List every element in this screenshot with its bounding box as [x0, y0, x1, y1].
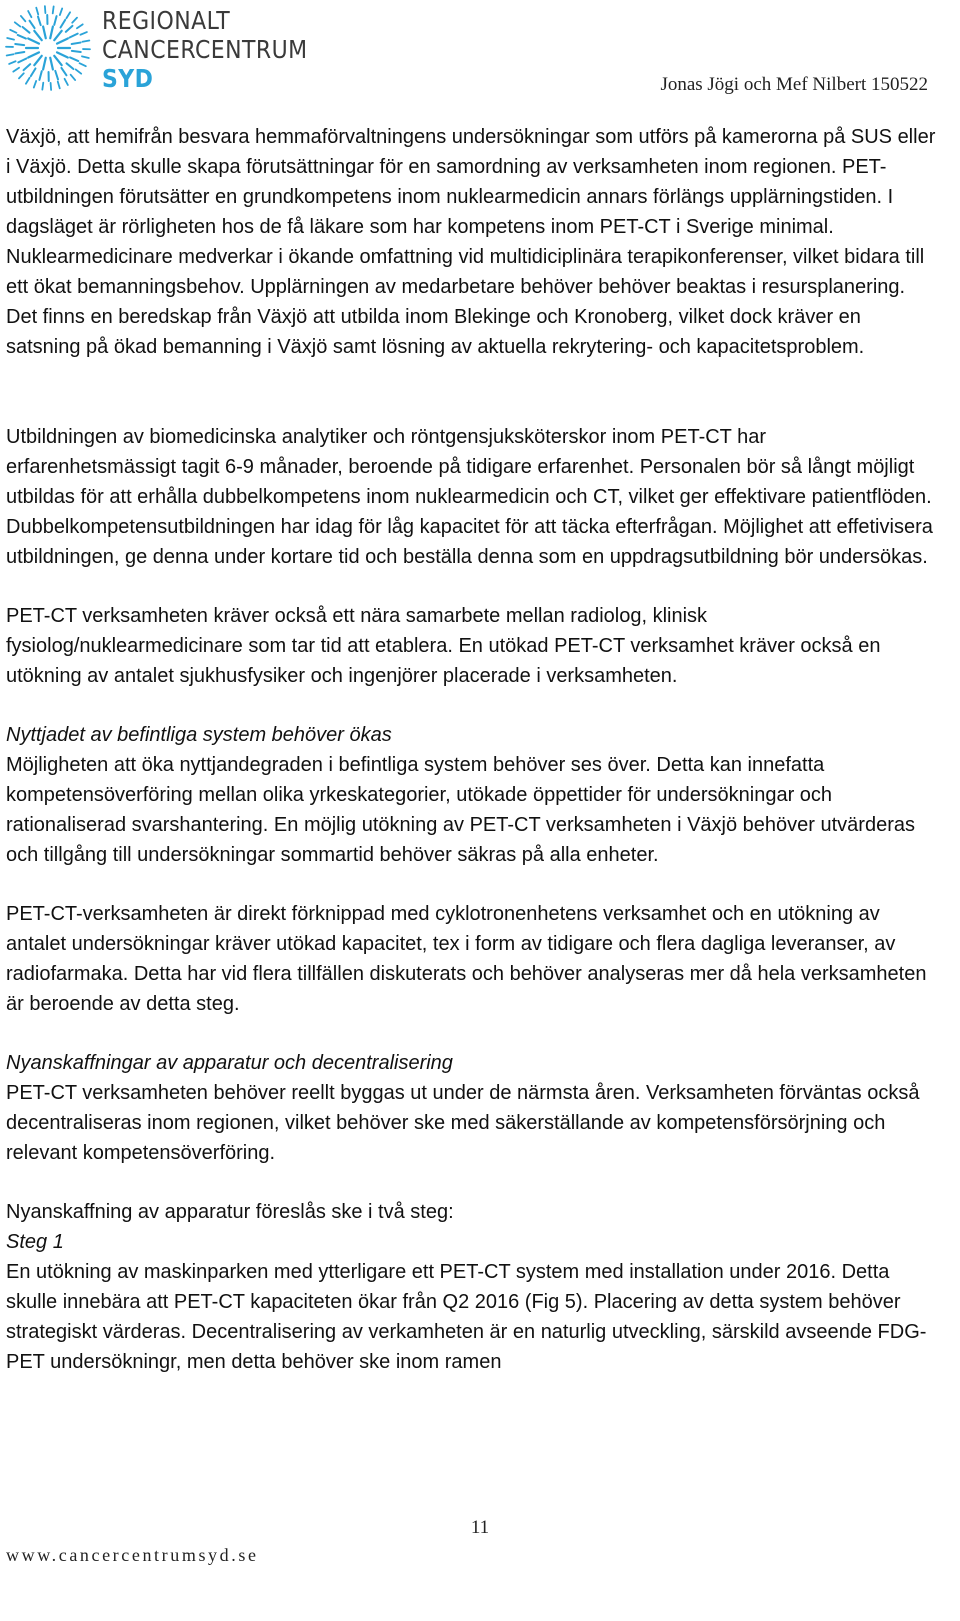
logo-ray	[71, 75, 76, 80]
logo-ray	[66, 12, 70, 18]
logo-ray	[50, 58, 53, 70]
header-author-date: Jonas Jögi och Mef Nilbert 150522	[660, 74, 928, 95]
paragraph: Möjligheten att öka nyttjandegraden i befintliga system behöver ses över. Detta kan innefatta kompetensöverföring mellan olika yrkeskategorier, utökade öppettider för undersökningar och rationaliserad svarshantering. En möjlig utökning av PET-CT verksamheten i Växjö behöver utvärderas och tillgång till undersökningar sommartid behöver säkras på alla enheter.	[6, 754, 915, 866]
logo-ray	[66, 26, 73, 32]
logo-ray	[66, 63, 73, 69]
logo-ray	[34, 56, 41, 65]
logo-ray	[13, 68, 19, 72]
logo-ray	[21, 16, 26, 21]
logo-ray	[9, 61, 15, 64]
logo-ray	[30, 21, 35, 28]
logo-ray	[34, 81, 36, 88]
logo-ray	[43, 58, 46, 70]
logo-ray	[31, 68, 36, 76]
logo-ray	[28, 52, 39, 57]
logo-ray	[82, 56, 89, 58]
paragraph: En utökning av maskinparken med ytterligare ett PET-CT system med installation under 2016. Detta skulle innebära att PET-CT kapaciteten ökar från Q2 2016 (Fig 5). Placering av detta system behöver strategiskt värderas. Decentralisering av verkamheten är en naturlig utveckling, särskild avseende FDG-PET undersökningr, men detta behöver ske inom ramen	[6, 1261, 927, 1373]
page-header	[0, 0, 960, 110]
logo-ray	[36, 8, 38, 15]
logo-ray	[58, 82, 60, 89]
logo-ray	[7, 54, 14, 55]
logo-ray	[26, 78, 30, 84]
logo-ray	[34, 31, 41, 40]
logo-ray	[19, 73, 24, 78]
logo-wordmark	[102, 6, 308, 93]
paragraph: Växjö, att hemifrån besvara hemmaförvaltningens undersökningar som utförs på kamerorna på SUS eller i Växjö. Detta skulle skapa förutsättningar för en samordning av verksamheten inom regionen. PET-utbildningen förutsätter en grundkompetens inom nuklearmedicin annars förlängs upplärningstiden. I dagsläget är rörligheten hos de få läkare som har kompetens inom PET-CT i Sverige minimal. Nuklearmedicinare medverkar i ökande omfattning vid multidiciplinära terapikonferenser, vilket bidara till ett ökat bemanningsbehov. Upplärningen av medarbetare behöver behöver beaktas i resursplanering. Det finns en beredskap från Växjö att utbilda inom Blekinge och Kronoberg, vilket dock kräver en satsning på ökad bemanning i Växjö samt lösning av aktuella rekrytering- och kapacitetsproblem.	[6, 126, 936, 358]
logo-ray	[61, 68, 66, 75]
logo-ray	[80, 63, 86, 66]
paragraph: Utbildningen av biomedicinska analytiker och röntgensjuksköterskor inom PET-CT har erfarenhetsmässigt tagit 6-9 månader, beroende på tidigare erfarenhet. Personalen bör så långt möjligt utbildas för att erhålla dubbelkompetens inom nuklearmedicin och CT, vilket ger effektivare patientflöden. Dubbelkompetensutbildningen har idag för låg kapacitet för att täcka efterfrågan. Möjlighet att effetivisera utbildningen, ge denna under kortare tid och beställa denna som en uppdragsutbildning bör undersökas.	[6, 426, 933, 568]
logo-ray	[57, 38, 68, 43]
logo-ray	[60, 8, 62, 15]
logo-line-regionalt: REGIONALT	[102, 6, 231, 35]
logo-ray	[18, 58, 26, 62]
logo-ray	[57, 52, 68, 57]
logo-ray	[76, 69, 82, 73]
logo-ray	[54, 31, 61, 40]
logo-line-cancercentrum: CANCERCENTRUM	[102, 35, 308, 64]
logo-ray	[15, 52, 24, 53]
paragraph: PET-CT-verksamheten är direkt förknippad med cyklotronenhetens verksamhet och en utökning av antalet undersökningar kräver utökad kapacitet, tex i form av tidigare och flera dagliga leveranser, av radiofarmaka. Detta har vid flera tillfällen diskuterats och behöver analyseras mer då hela verksamheten är beroende av detta steg.	[6, 903, 927, 1015]
logo-ray	[65, 79, 68, 85]
paragraph: Nyanskaffning av apparatur föreslås ske i två steg:	[6, 1201, 454, 1223]
logo-ray	[15, 44, 24, 45]
footer-url: www.cancercentrumsyd.se	[6, 1545, 259, 1565]
logo-ray	[51, 83, 52, 90]
section-heading: Nyttjadet av befintliga system behöver ökas	[6, 724, 392, 746]
logo-ray	[45, 6, 46, 13]
logo-ray	[50, 27, 53, 39]
logo-ray	[39, 71, 41, 80]
logo-ray	[72, 43, 81, 44]
logo-ray	[42, 83, 43, 90]
logo-ray	[24, 64, 31, 70]
logo-ray	[18, 35, 26, 39]
logo-ray	[43, 27, 46, 39]
logo-line-syd: SYD	[102, 64, 154, 93]
logo-ray	[70, 57, 78, 61]
logo-ray	[77, 24, 83, 28]
logo-ray	[55, 71, 58, 80]
page-number: 11	[470, 1517, 490, 1538]
section-heading: Nyanskaffningar av apparatur och decentralisering	[6, 1052, 453, 1074]
logo-ray	[10, 30, 16, 33]
logo-ray	[61, 20, 66, 28]
sunburst-logo-icon	[4, 4, 92, 92]
logo-ray	[54, 16, 56, 25]
logo-ray	[7, 38, 14, 40]
logo-ray	[53, 6, 54, 13]
logo-ray	[54, 56, 61, 65]
logo-ray	[82, 41, 89, 42]
logo-ray	[72, 18, 77, 23]
paragraph: PET-CT verksamheten behöver reellt byggas ut under de närmsta åren. Verksamheten förväntas också decentraliseras inom regionen, vilket behöver ske med säkerställande av kompetensförsörjning och relevant kompetensöverföring.	[6, 1082, 920, 1164]
logo-ray	[38, 17, 41, 26]
logo-ray	[28, 11, 31, 17]
logo-ray	[72, 51, 81, 52]
paragraph: PET-CT verksamheten kräver också ett nära samarbete mellan radiolog, klinisk fysiolog/nuklearmedicinare som tar tid att etablera. En utökad PET-CT verksamhet kräver också en utökning av antalet sjukhusfysiker och ingenjörer placerade i verksamheten.	[6, 605, 881, 687]
logo-ray	[28, 38, 39, 43]
logo-ray	[15, 22, 21, 26]
logo-ray	[80, 32, 86, 35]
logo-ray	[23, 27, 30, 33]
document-body	[6, 122, 936, 1377]
step-heading: Steg 1	[6, 1231, 64, 1253]
rcc-syd-logo	[4, 4, 308, 94]
logo-ray	[70, 34, 78, 38]
